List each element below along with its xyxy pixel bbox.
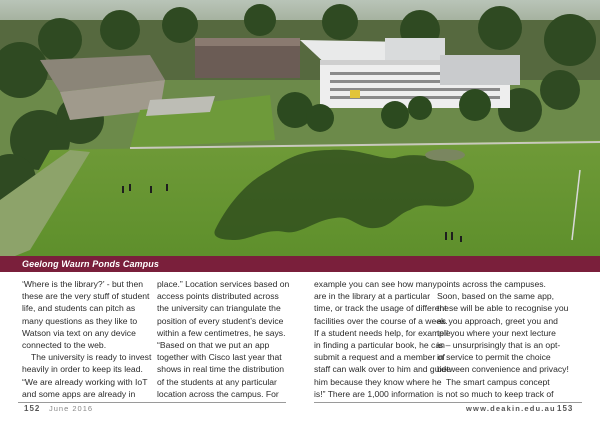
body-line: him because they know where he [314, 376, 442, 387]
body-line: shows in real time the distribution [157, 364, 285, 375]
body-line: “We are already working with IoT [22, 376, 148, 387]
body-line: heavily in order to keep its lead. [22, 364, 143, 375]
body-line: in finding a particular book, he can [314, 340, 445, 351]
body-line: tell you where your next lecture [437, 327, 556, 338]
body-line: between convenience and privacy! [437, 364, 569, 375]
body-line: “Based on that we put an app [157, 340, 270, 351]
article-column-1 [22, 278, 162, 400]
article-column-2 [157, 278, 297, 400]
body-line: is not so much to keep track of [437, 388, 554, 399]
body-line: If a student needs help, for example [314, 327, 451, 338]
body-line: in service to permit the choice [437, 352, 551, 363]
body-line: location across the campus. For [157, 388, 279, 399]
issue-date: June 2016 [49, 404, 94, 413]
website-url: www.deakin.edu.au [466, 404, 556, 413]
body-line: of the students at any particular [157, 376, 277, 387]
article-column-3 [314, 278, 454, 400]
photo-caption: Geelong Waurn Ponds Campus [22, 259, 159, 269]
body-line: Soon, based on the same app, [437, 291, 555, 302]
body-line: example you can see how many [314, 279, 437, 289]
body-line: is!” There are 1,000 information [314, 388, 434, 399]
body-line: these will be able to recognise you [437, 303, 569, 314]
body-line: Watson via text on any device [22, 327, 136, 338]
body-line: these are the very stuff of student [22, 291, 150, 302]
page-number-left: 152 [24, 404, 41, 413]
body-line: life, and students can pitch as [22, 303, 136, 314]
body-line: are in the library at a particular [314, 291, 431, 302]
body-line: as you approach, greet you and [437, 315, 558, 326]
article-column-4 [437, 278, 577, 400]
body-line: facilities over the course of a week. [314, 315, 448, 326]
body-line: time, or track the usage of different [314, 303, 447, 314]
footer-divider [18, 402, 286, 403]
body-line: The university is ready to invest [31, 352, 152, 363]
body-line: place.” Location services based on [157, 279, 290, 289]
body-line: points across the campuses. [437, 279, 546, 289]
body-line: The smart campus concept [446, 376, 550, 387]
body-line: is – unsurprisingly that is an opt- [437, 340, 561, 351]
body-line: position of every student’s device [157, 315, 284, 326]
footer-divider [314, 402, 582, 403]
body-line: staff can walk over to him and guide [314, 364, 451, 375]
body-line: many questions as they like to [22, 315, 138, 326]
body-line: together with Cisco last year that [157, 352, 282, 363]
body-line: submit a request and a member of [314, 352, 445, 363]
body-line: and some apps are already in [22, 388, 136, 399]
page-number-right: 153 [557, 404, 574, 413]
body-line: access points distributed across [157, 291, 279, 302]
body-line: the university can triangulate the [157, 303, 281, 314]
body-line: ‘Where is the library?’ - but then [22, 279, 144, 289]
body-line: within a few centimetres, he says. [157, 327, 286, 338]
body-line: connected to the web. [22, 340, 107, 351]
